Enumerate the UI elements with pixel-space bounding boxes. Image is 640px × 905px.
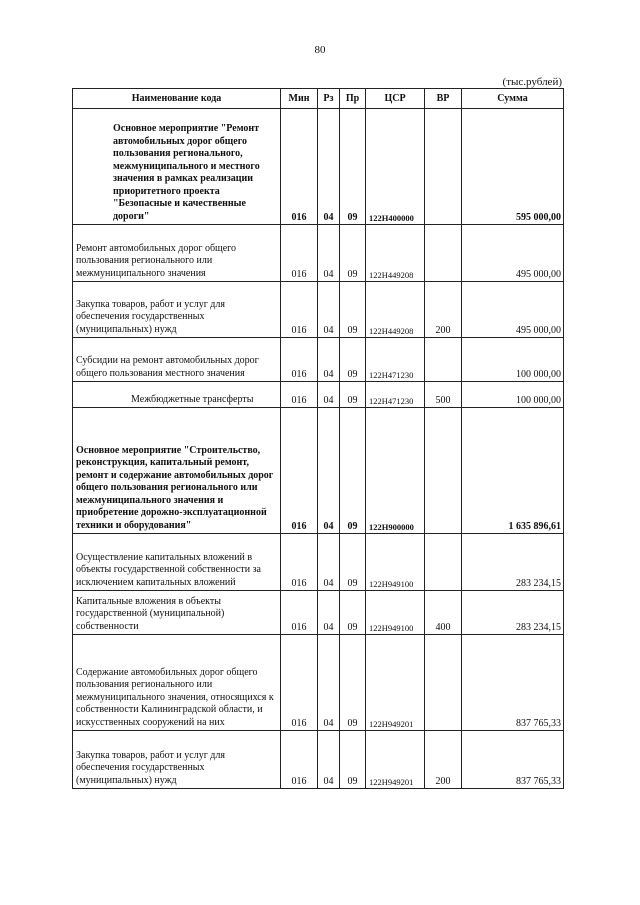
table-row	[73, 731, 564, 789]
table-row	[73, 282, 564, 338]
row-min: 016	[281, 109, 318, 225]
row-name: Закупка товаров, работ и услуг для обеспечения государственных (муниципальных) нужд	[73, 731, 281, 789]
row-csr: 122Н949100	[366, 591, 425, 635]
header-pr: Пр	[340, 89, 366, 109]
row-min: 016	[281, 382, 318, 408]
row-pr: 09	[340, 382, 366, 408]
row-vr	[425, 338, 462, 382]
row-vr: 500	[425, 382, 462, 408]
row-vr: 200	[425, 282, 462, 338]
row-vr	[425, 635, 462, 731]
table-row	[73, 591, 564, 635]
row-vr	[425, 109, 462, 225]
table-row	[73, 534, 564, 591]
row-min: 016	[281, 731, 318, 789]
row-name: Основное мероприятие "Ремонт автомобильных дорог общего пользования регионального, межмуниципального и местного значения в рамках реализации приоритетного проекта "Безопасные и качественные дороги"	[73, 109, 281, 225]
row-pr: 09	[340, 731, 366, 789]
header-row	[73, 89, 564, 109]
row-min: 016	[281, 534, 318, 591]
row-rz: 04	[318, 635, 340, 731]
row-min: 016	[281, 408, 318, 534]
row-pr: 09	[340, 282, 366, 338]
row-rz: 04	[318, 109, 340, 225]
header-name: Наименование кода	[73, 89, 281, 109]
row-name: Межбюджетные трансферты	[73, 382, 281, 408]
row-name: Осуществление капитальных вложений в объекты государственной собственности за исключением капитальных вложений	[73, 534, 281, 591]
row-name: Содержание автомобильных дорог общего пользования регионального или межмуниципального значения, относящихся к собственности Калининградской области, и искусственных сооружений на них	[73, 635, 281, 731]
row-sum: 283 234,15	[462, 591, 564, 635]
row-csr: 122Н449208	[366, 225, 425, 282]
row-sum: 283 234,15	[462, 534, 564, 591]
row-pr: 09	[340, 635, 366, 731]
row-sum: 837 765,33	[462, 635, 564, 731]
page-number: 80	[314, 44, 326, 56]
header-csr: ЦСР	[366, 89, 425, 109]
row-min: 016	[281, 338, 318, 382]
row-name: Закупка товаров, работ и услуг для обеспечения государственных (муниципальных) нужд	[73, 282, 281, 338]
row-vr: 400	[425, 591, 462, 635]
row-rz: 04	[318, 591, 340, 635]
row-vr: 200	[425, 731, 462, 789]
header-min: Мин	[281, 89, 318, 109]
row-rz: 04	[318, 282, 340, 338]
table-row	[73, 109, 564, 225]
budget-table	[72, 88, 564, 789]
row-rz: 04	[318, 731, 340, 789]
row-min: 016	[281, 282, 318, 338]
header-rz: Рз	[318, 89, 340, 109]
row-csr: 122Н900000	[366, 408, 425, 534]
row-name: Ремонт автомобильных дорог общего пользования регионального или межмуниципального значения	[73, 225, 281, 282]
row-csr: 122Н400000	[366, 109, 425, 225]
row-csr: 122Н949100	[366, 534, 425, 591]
row-sum: 100 000,00	[462, 338, 564, 382]
row-csr: 122Н949201	[366, 635, 425, 731]
row-sum: 1 635 896,61	[462, 408, 564, 534]
row-csr: 122Н449208	[366, 282, 425, 338]
table-row	[73, 408, 564, 534]
header-sum: Сумма	[462, 89, 564, 109]
row-min: 016	[281, 635, 318, 731]
table-row	[73, 225, 564, 282]
row-pr: 09	[340, 591, 366, 635]
row-pr: 09	[340, 408, 366, 534]
row-sum: 495 000,00	[462, 282, 564, 338]
row-pr: 09	[340, 225, 366, 282]
row-min: 016	[281, 225, 318, 282]
row-name: Субсидии на ремонт автомобильных дорог общего пользования местного значения	[73, 338, 281, 382]
row-vr	[425, 225, 462, 282]
header-vr: ВР	[425, 89, 462, 109]
row-csr: 122Н471230	[366, 338, 425, 382]
row-vr	[425, 534, 462, 591]
table-row	[73, 635, 564, 731]
row-rz: 04	[318, 534, 340, 591]
row-pr: 09	[340, 338, 366, 382]
row-vr	[425, 408, 462, 534]
row-rz: 04	[318, 382, 340, 408]
row-csr: 122Н471230	[366, 382, 425, 408]
row-rz: 04	[318, 225, 340, 282]
row-name: Основное мероприятие "Строительство, реконструкция, капитальный ремонт, ремонт и содержание автомобильных дорог общего пользования регионального или межмуниципального значения и приобретение дорожно-эксплуатационной техники и оборудования"	[73, 408, 281, 534]
row-name: Капитальные вложения в объекты государственной (муниципальной) собственности	[73, 591, 281, 635]
row-sum: 495 000,00	[462, 225, 564, 282]
row-rz: 04	[318, 408, 340, 534]
row-pr: 09	[340, 109, 366, 225]
row-sum: 837 765,33	[462, 731, 564, 789]
row-sum: 100 000,00	[462, 382, 564, 408]
table-row	[73, 338, 564, 382]
units-label: (тыс.рублей)	[502, 76, 562, 88]
row-min: 016	[281, 591, 318, 635]
row-rz: 04	[318, 338, 340, 382]
row-pr: 09	[340, 534, 366, 591]
row-csr: 122Н949201	[366, 731, 425, 789]
row-sum: 595 000,00	[462, 109, 564, 225]
table-row	[73, 382, 564, 408]
